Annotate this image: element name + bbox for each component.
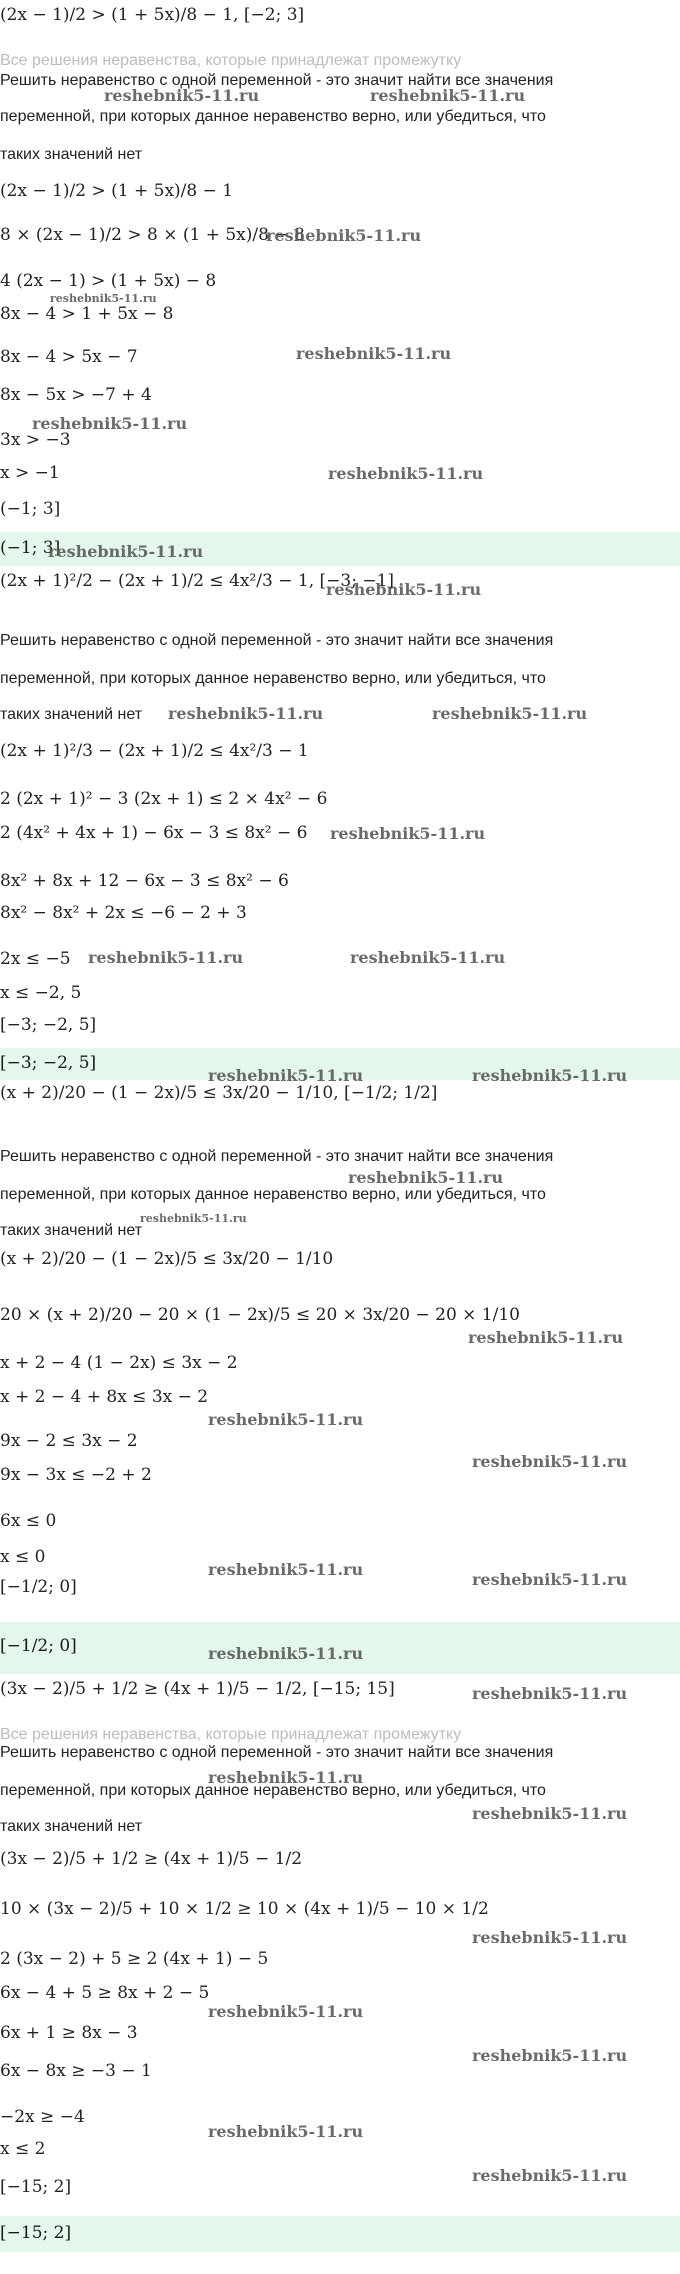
watermark: reshebnik5-11.ru [472, 1804, 628, 1823]
problem-1-step-8: x > −1 [0, 463, 60, 483]
problem-4-step-9: [−15; 2] [0, 2177, 72, 2197]
watermark: reshebnik5-11.ru [468, 1328, 624, 1347]
watermark: reshebnik5-11.ru [48, 542, 204, 561]
problem-2-answer: [−3; −2, 5] [0, 1053, 97, 1073]
watermark: reshebnik5-11.ru [472, 1684, 628, 1703]
intro-4-line-1: Решить неравенство с одной переменной - это значит найти все значения [0, 1744, 554, 1761]
watermark: reshebnik5-11.ru [472, 1928, 628, 1947]
problem-2-step-6: 2x ≤ −5 [0, 949, 71, 969]
problem-3-step-7: 6x ≤ 0 [0, 1511, 57, 1531]
watermark: reshebnik5-11.ru [472, 1452, 628, 1471]
problem-4-answer-band [0, 2216, 680, 2252]
problem-2-step-3: 2 (4x² + 4x + 1) − 6x − 3 ≤ 8x² − 6 [0, 823, 308, 843]
problem-3-step-6: 9x − 3x ≤ −2 + 2 [0, 1465, 152, 1485]
problem-1-step-5: 8x − 4 > 5x − 7 [0, 347, 138, 367]
watermark: reshebnik5-11.ru [168, 704, 324, 723]
problem-4-step-2: 10 × (3x − 2)/5 + 10 × 1/2 ≥ 10 × (4x + 1)/5 − 10 × 1/2 [0, 1899, 489, 1919]
problem-1-step-4: 8x − 4 > 1 + 5x − 8 [0, 304, 174, 324]
problem-2-step-1: (2x + 1)²/3 − (2x + 1)/2 ≤ 4x²/3 − 1 [0, 741, 309, 761]
problem-3-step-9: [−1/2; 0] [0, 1577, 77, 1597]
problem-4-statement: (3x − 2)/5 + 1/2 ≥ (4x + 1)/5 − 1/2, [−15; 15] [0, 1679, 395, 1699]
problem-4-step-4: 6x − 4 + 5 ≥ 8x + 2 − 5 [0, 1983, 210, 2003]
watermark: reshebnik5-11.ru [208, 1644, 364, 1663]
watermark: reshebnik5-11.ru [432, 704, 588, 723]
watermark: reshebnik5-11.ru [348, 1168, 504, 1187]
intro-2-line-2: переменной, при которых данное неравенство верно, или убедиться, что [0, 670, 546, 687]
problem-2-step-4: 8x² + 8x + 12 − 6x − 3 ≤ 8x² − 6 [0, 871, 289, 891]
problem-3-step-4: x + 2 − 4 + 8x ≤ 3x − 2 [0, 1387, 209, 1407]
problem-3-step-8: x ≤ 0 [0, 1547, 46, 1567]
intro-2-line-1: Решить неравенство с одной переменной - это значит найти все значения [0, 632, 554, 649]
watermark: reshebnik5-11.ru [208, 1066, 364, 1085]
watermark: reshebnik5-11.ru [328, 464, 484, 483]
watermark: reshebnik5-11.ru [370, 86, 526, 105]
watermark: reshebnik5-11.ru [208, 2122, 364, 2141]
watermark: reshebnik5-11.ru [140, 1212, 247, 1225]
problem-3-step-3: x + 2 − 4 (1 − 2x) ≤ 3x − 2 [0, 1353, 238, 1373]
intro-4-line-2: переменной, при которых данное неравенство верно, или убедиться, что [0, 1782, 546, 1799]
intro-2-line-3: таких значений нет [0, 706, 143, 723]
problem-3-step-1: (x + 2)/20 − (1 − 2x)/5 ≤ 3x/20 − 1/10 [0, 1249, 334, 1269]
intro-1-line-2: переменной, при которых данное неравенство верно, или убедиться, что [0, 108, 546, 125]
watermark: reshebnik5-11.ru [266, 226, 422, 245]
watermark: reshebnik5-11.ru [472, 1066, 628, 1085]
problem-2-step-5: 8x² − 8x² + 2x ≤ −6 − 2 + 3 [0, 903, 247, 923]
problem-1-step-3: 4 (2x − 1) > (1 + 5x) − 8 [0, 271, 217, 291]
problem-1-step-2: 8 × (2x − 1)/2 > 8 × (1 + 5x)/8 − 8 [0, 225, 305, 245]
problem-3-step-5: 9x − 2 ≤ 3x − 2 [0, 1431, 138, 1451]
problem-2-step-7: x ≤ −2, 5 [0, 983, 82, 1003]
intro-1-line-3: таких значений нет [0, 146, 143, 163]
intro-4-line-3: таких значений нет [0, 1818, 143, 1835]
watermark: reshebnik5-11.ru [472, 2046, 628, 2065]
problem-1-answer: (−1; 3] [0, 538, 61, 558]
watermark: reshebnik5-11.ru [104, 86, 260, 105]
watermark: reshebnik5-11.ru [208, 1768, 364, 1787]
problem-3-statement: (x + 2)/20 − (1 − 2x)/5 ≤ 3x/20 − 1/10, [−1/2; 1/2] [0, 1083, 438, 1103]
cut-header-4: Все решения неравенства, которые принадлежат промежутку [0, 1726, 462, 1743]
problem-4-step-5: 6x + 1 ≥ 8x − 3 [0, 2023, 138, 2043]
problem-3-step-2: 20 × (x + 2)/20 − 20 × (1 − 2x)/5 ≤ 20 × 3x/20 − 20 × 1/10 [0, 1305, 520, 1325]
problem-4-step-6: 6x − 8x ≥ −3 − 1 [0, 2061, 152, 2081]
intro-3-line-3: таких значений нет [0, 1222, 143, 1239]
watermark: reshebnik5-11.ru [50, 292, 157, 305]
watermark: reshebnik5-11.ru [472, 2166, 628, 2185]
problem-4-step-8: x ≤ 2 [0, 2139, 46, 2159]
watermark: reshebnik5-11.ru [208, 1410, 364, 1429]
intro-1-line-1: Решить неравенство с одной переменной - это значит найти все значения [0, 72, 554, 89]
watermark: reshebnik5-11.ru [208, 1560, 364, 1579]
watermark: reshebnik5-11.ru [88, 948, 244, 967]
problem-2-step-2: 2 (2x + 1)² − 3 (2x + 1) ≤ 2 × 4x² − 6 [0, 789, 328, 809]
watermark: reshebnik5-11.ru [330, 824, 486, 843]
problem-4-answer: [−15; 2] [0, 2223, 72, 2243]
watermark: reshebnik5-11.ru [32, 414, 188, 433]
problem-4-step-1: (3x − 2)/5 + 1/2 ≥ (4x + 1)/5 − 1/2 [0, 1849, 303, 1869]
watermark: reshebnik5-11.ru [208, 2002, 364, 2021]
problem-4-step-3: 2 (3x − 2) + 5 ≥ 2 (4x + 1) − 5 [0, 1949, 269, 1969]
problem-3-answer: [−1/2; 0] [0, 1636, 77, 1656]
problem-2-statement: (2x + 1)²/2 − (2x + 1)/2 ≤ 4x²/3 − 1, [−3; −1] [0, 571, 395, 591]
problem-1-step-9: (−1; 3] [0, 499, 61, 519]
problem-1-step-7: 3x > −3 [0, 430, 71, 450]
problem-2-step-8: [−3; −2, 5] [0, 1015, 97, 1035]
intro-3-line-2: переменной, при которых данное неравенство верно, или убедиться, что [0, 1186, 546, 1203]
watermark: reshebnik5-11.ru [350, 948, 506, 967]
watermark: reshebnik5-11.ru [326, 580, 482, 599]
watermark: reshebnik5-11.ru [296, 344, 452, 363]
cut-header-1: Все решения неравенства, которые принадлежат промежутку [0, 52, 462, 69]
intro-3-line-1: Решить неравенство с одной переменной - это значит найти все значения [0, 1148, 554, 1165]
watermark: reshebnik5-11.ru [472, 1570, 628, 1589]
problem-4-step-7: −2x ≥ −4 [0, 2107, 85, 2127]
problem-1-step-1: (2x − 1)/2 > (1 + 5x)/8 − 1 [0, 181, 234, 201]
problem-1-statement: (2x − 1)/2 > (1 + 5x)/8 − 1, [−2; 3] [0, 5, 305, 25]
problem-1-step-6: 8x − 5x > −7 + 4 [0, 385, 152, 405]
